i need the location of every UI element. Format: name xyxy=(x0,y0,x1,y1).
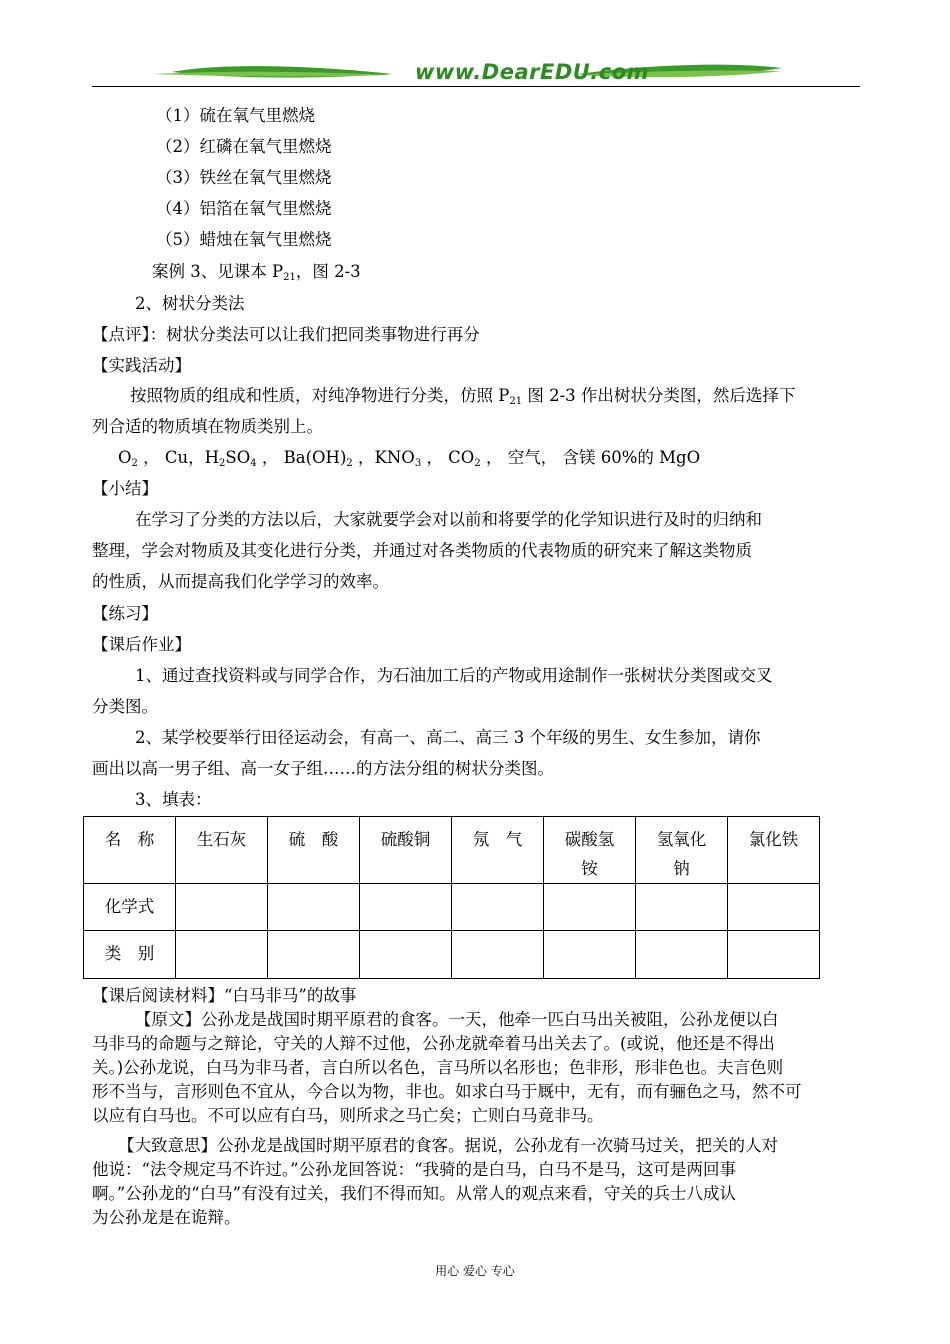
reading-original-line: 【原文】公孙龙是战国时期平原君的食客。一天，他牵一匹白马出关被阻，公孙龙便以白 xyxy=(135,1010,779,1029)
table-cell[interactable] xyxy=(728,884,820,931)
summary-text: 的性质，从而提高我们化学学习的效率。 xyxy=(92,572,389,591)
table-cell[interactable] xyxy=(360,884,452,931)
method-heading: 2、树状分类法 xyxy=(135,294,245,313)
column-header: 氖 气 xyxy=(452,817,544,884)
homework-q2: 2、某学校要举行田径运动会，有高一、高二、高三 3 个年级的男生、女生参加，请你 xyxy=(135,728,761,747)
fill-in-table xyxy=(83,816,820,979)
column-header: 生石灰 xyxy=(176,817,268,884)
homework-q1-cont: 分类图。 xyxy=(92,697,158,716)
table-row xyxy=(84,931,820,979)
reading-original-line: 关。)公孙龙说，白马为非马者，言白所以名色，言马所以名形也；色非形，形非色也。夫言色则 xyxy=(92,1058,784,1077)
reading-original-line: 形不当与，言形则色不宜从，今合以为物，非也。如求白马于厩中，无有，而有骊色之马，然不可 xyxy=(92,1082,802,1101)
reading-heading: 【课后阅读材料】“白马非马”的故事 xyxy=(92,986,357,1005)
table-cell[interactable] xyxy=(176,884,268,931)
column-header: 氢氧化钠 xyxy=(636,817,728,884)
case3-line: 案例 3、见课本 $P_{21}$，图 2-3 xyxy=(152,262,361,283)
table-row xyxy=(84,817,820,884)
list-item: （2）红磷在氧气里燃烧 xyxy=(156,137,332,156)
column-header: 硫 酸 xyxy=(268,817,360,884)
site-url[interactable]: www.DearEDU.com xyxy=(414,60,650,84)
homework-q3: 3、填表： xyxy=(135,790,212,809)
table-cell[interactable] xyxy=(544,931,636,979)
table-cell[interactable] xyxy=(728,931,820,979)
reading-original-line: 马非马的命题与之辩论，守关的人辩不过他，公孙龙就牵着马出关去了。(或说，他还是不得出 xyxy=(92,1034,775,1053)
table-cell[interactable] xyxy=(452,884,544,931)
summary-text: 在学习了分类的方法以后，大家就要学会对以前和将要学的化学知识进行及时的归纳和 xyxy=(135,510,762,529)
practice-heading: 【实践活动】 xyxy=(92,356,191,375)
table-cell[interactable] xyxy=(268,931,360,979)
list-item: （3）铁丝在氧气里燃烧 xyxy=(156,168,332,187)
column-header: 硫酸铜 xyxy=(360,817,452,884)
row-header: 类 别 xyxy=(84,931,176,979)
reading-meaning-line: 为公孙龙是在诡辩。 xyxy=(92,1208,241,1227)
homework-q1: 1、通过查找资料或与同学合作，为石油加工后的产物或用途制作一张树状分类图或交叉 xyxy=(135,666,773,685)
homework-q2-cont: 画出以高一男子组、高一女子组……的方法分组的树状分类图。 xyxy=(92,759,554,778)
header-rule xyxy=(92,86,860,87)
row-header: 名 称 xyxy=(84,817,176,884)
table-row xyxy=(84,884,820,931)
reading-original-line: 以应有白马也。不可以应有白马，则所求之马亡矣；亡则白马竟非马。 xyxy=(92,1106,604,1125)
table-cell[interactable] xyxy=(636,884,728,931)
list-item: （4）铝箔在氧气里燃烧 xyxy=(156,199,332,218)
table-cell[interactable] xyxy=(636,931,728,979)
column-header: 氯化铁 xyxy=(728,817,820,884)
row-header: 化学式 xyxy=(84,884,176,931)
homework-heading: 【课后作业】 xyxy=(92,635,191,654)
table-cell[interactable] xyxy=(176,931,268,979)
reading-meaning-line: 他说：“法令规定马不许过。”公孙龙回答说：“我骑的是白马，白马不是马，这可是两回事 xyxy=(92,1160,737,1179)
substance-list: $O_2$ ， Cu，$H_2SO_4$ ， $Ba(OH)_2$ ，$KNO_3$ ， $CO_2$ ， 空气， 含镁 60%的 MgO xyxy=(118,448,701,469)
page-footer: 用心 爱心 专心 xyxy=(435,1264,515,1278)
comment-line: 【点评】：树状分类法可以让我们把同类事物进行再分 xyxy=(92,325,480,344)
practice-text-line2: 列合适的物质填在物质类别上。 xyxy=(92,417,323,436)
list-item: （5）蜡烛在氧气里燃烧 xyxy=(156,230,332,249)
reading-meaning-line: 【大致意思】公孙龙是战国时期平原君的食客。据说，公孙龙有一次骑马过关，把关的人对 xyxy=(118,1136,778,1155)
table-cell[interactable] xyxy=(360,931,452,979)
reading-meaning-line: 啊。”公孙龙的“白马”有没有过关，我们不得而知。从常人的观点来看，守关的兵士八成认 xyxy=(92,1184,737,1203)
table-cell[interactable] xyxy=(268,884,360,931)
list-item: （1）硫在氧气里燃烧 xyxy=(156,106,315,125)
table-cell[interactable] xyxy=(452,931,544,979)
summary-heading: 【小结】 xyxy=(92,479,158,498)
exercise-heading: 【练习】 xyxy=(92,604,158,623)
table-cell[interactable] xyxy=(544,884,636,931)
summary-text: 整理，学会对物质及其变化进行分类，并通过对各类物质的代表物质的研究来了解这类物质 xyxy=(92,541,752,560)
practice-text: 按照物质的组成和性质，对纯净物进行分类，仿照 $P_{21}$ 图 2-3 作出树状分类图，然后选择下 xyxy=(130,386,796,407)
column-header: 碳酸氢铵 xyxy=(544,817,636,884)
